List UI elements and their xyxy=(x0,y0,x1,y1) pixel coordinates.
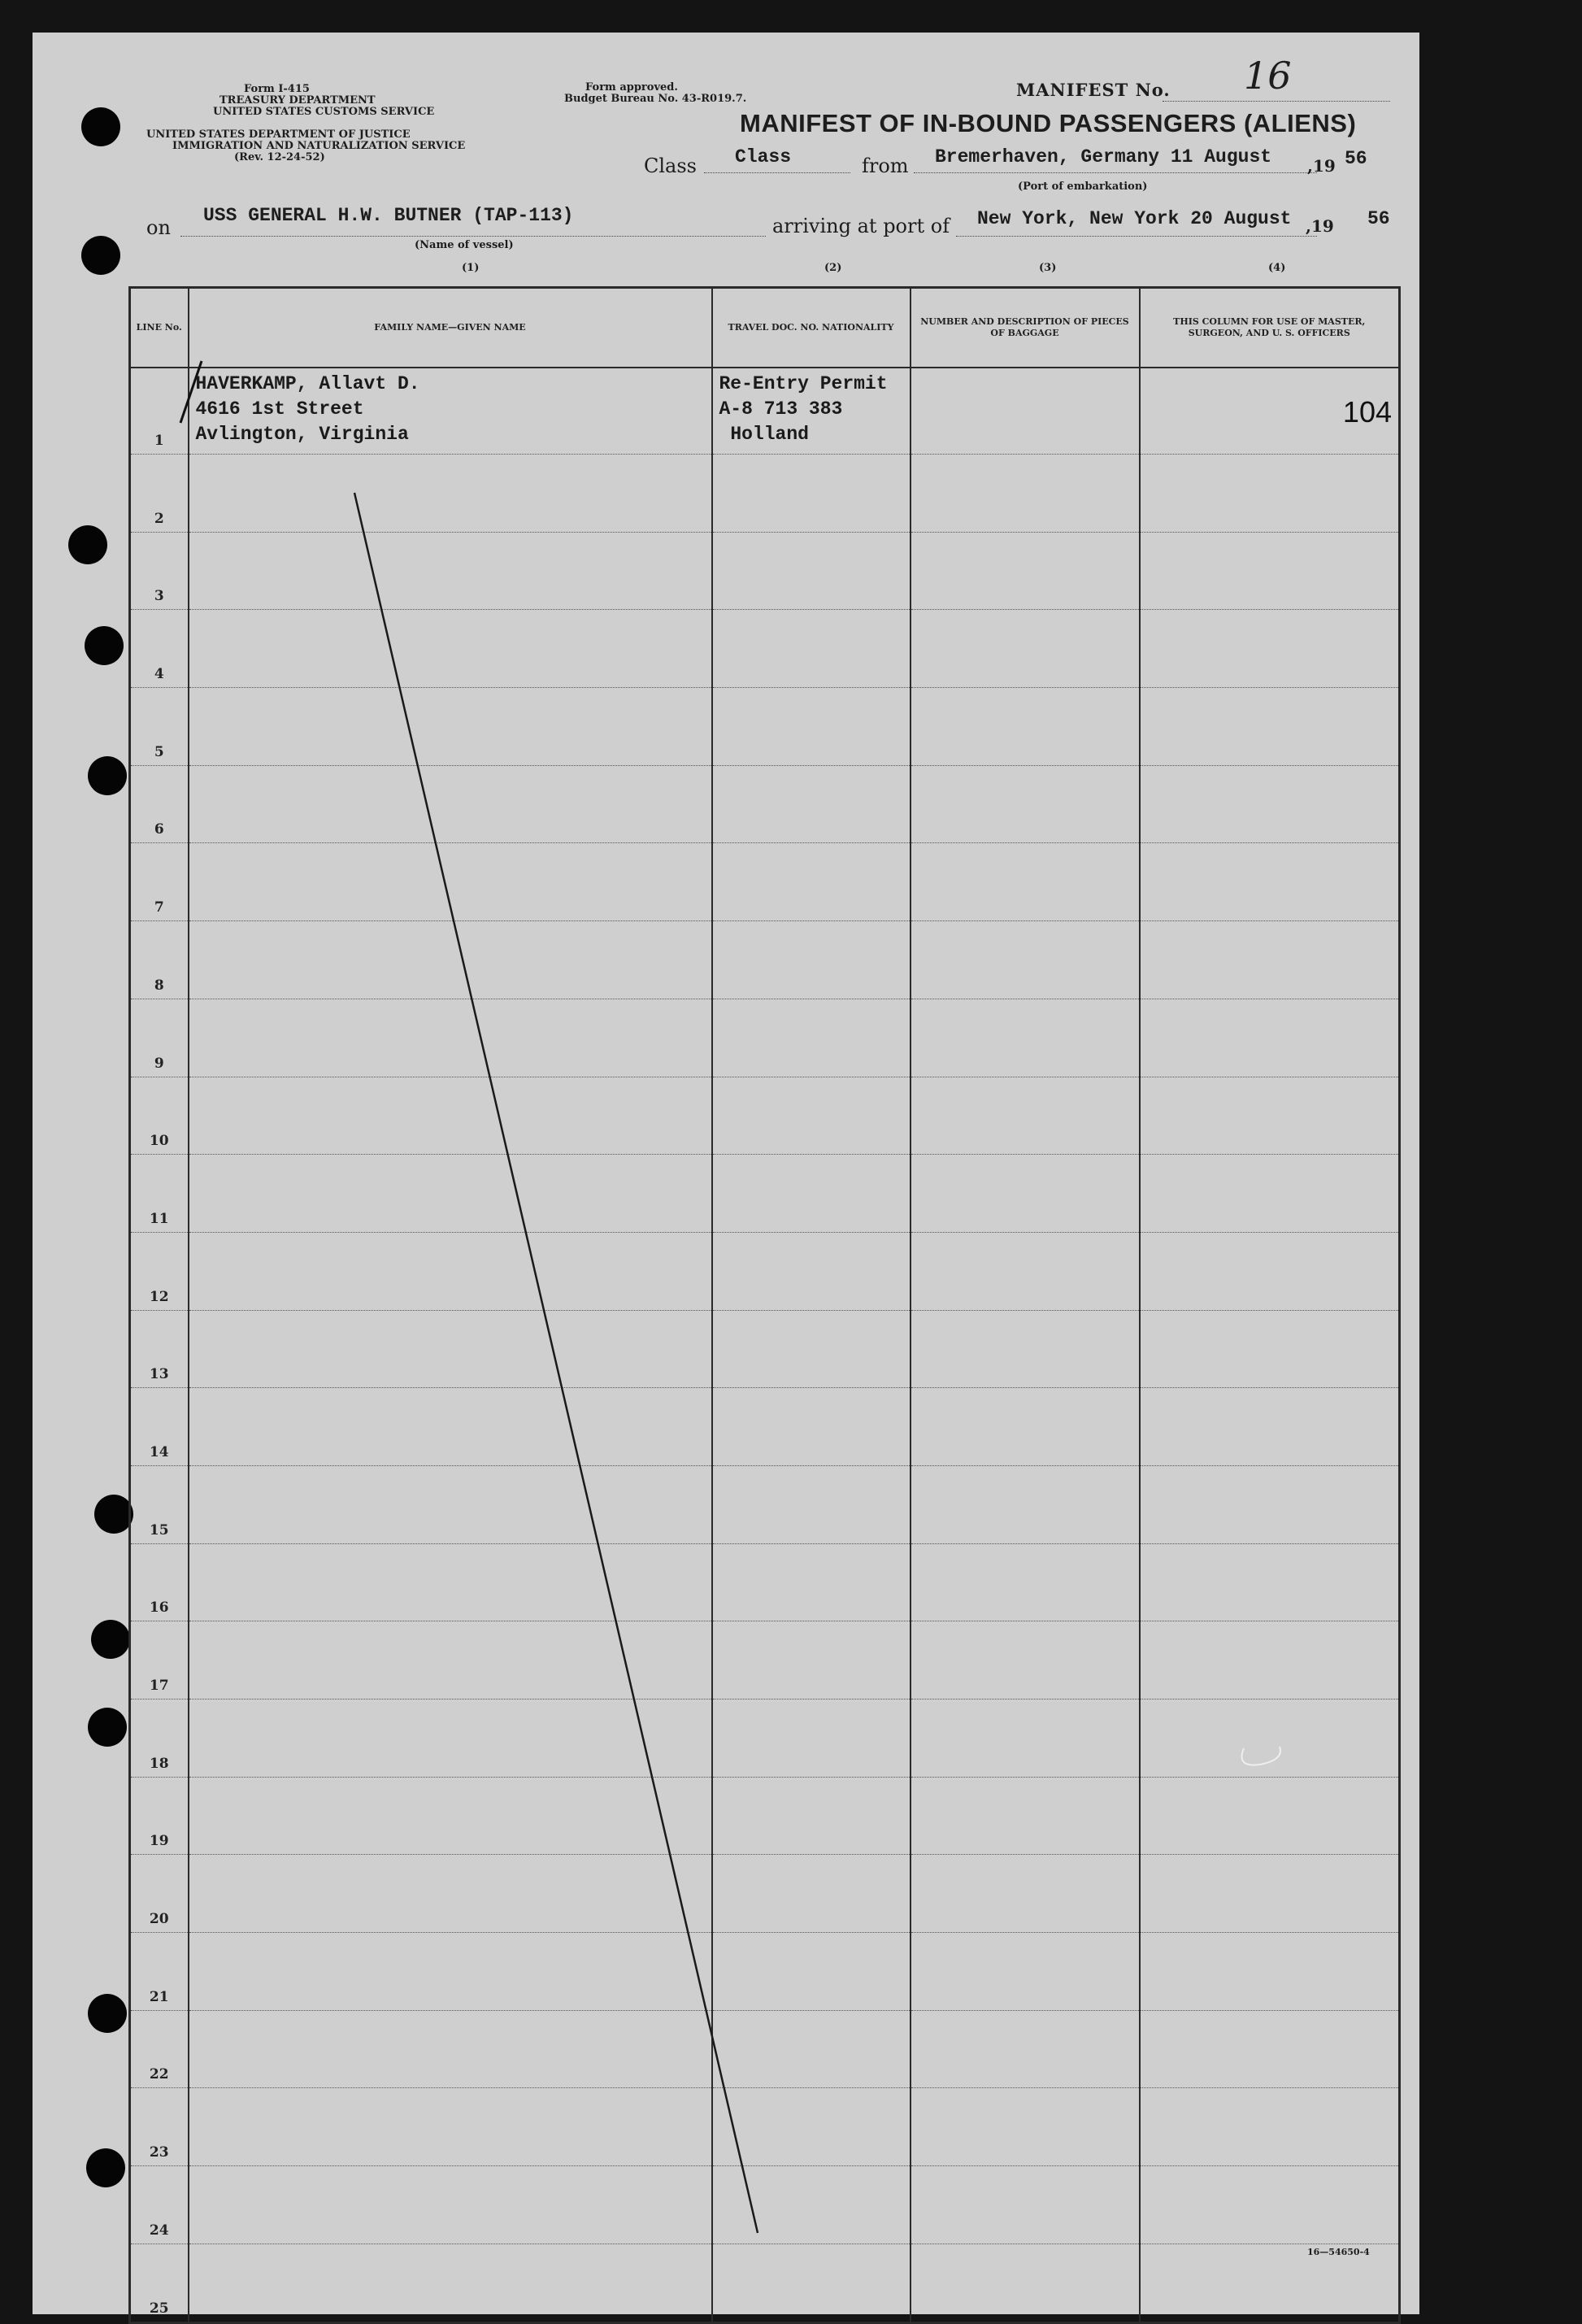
class-label: Class xyxy=(644,154,697,177)
passenger-name: HAVERKAMP, Allavt D. 4616 1st Street Avlington, Virginia xyxy=(195,373,420,445)
line-number-cell: 11 xyxy=(130,1155,189,1233)
arrival-year-prefix: ,19 xyxy=(1306,216,1334,236)
vessel-name: USS GENERAL H.W. BUTNER (TAP-113) xyxy=(203,205,574,226)
line-number-cell: 9 xyxy=(130,999,189,1077)
from-year-prefix: ,19 xyxy=(1307,156,1336,176)
line-number-cell: 2 xyxy=(130,455,189,533)
line-number-cell: 7 xyxy=(130,843,189,921)
form-approved: Form approved. xyxy=(585,81,678,94)
officer-note: 104 xyxy=(1342,395,1392,429)
travel-doc: Re-Entry Permit A-8 713 383 Holland xyxy=(719,373,888,445)
line-number-cell: 17 xyxy=(130,1621,189,1699)
arrival-port: New York, New York 20 August xyxy=(977,208,1292,229)
header-line-no: LINE No. xyxy=(130,288,189,368)
column-number-3: (3) xyxy=(1039,262,1057,274)
manifest-number-label: MANIFEST No. xyxy=(1016,80,1171,100)
manifest-title: MANIFEST OF IN-BOUND PASSENGERS (ALIENS) xyxy=(740,109,1357,137)
line-number-cell: 19 xyxy=(130,1777,189,1855)
on-label: on xyxy=(146,216,171,239)
line-number-cell: 14 xyxy=(130,1388,189,1466)
column-number-2: (2) xyxy=(824,262,842,274)
header-travel-doc: TRAVEL DOC. NO. NATIONALITY xyxy=(712,288,911,368)
budget-bureau: Budget Bureau No. 43-R019.7. xyxy=(564,93,747,105)
column-number-4: (4) xyxy=(1268,262,1286,274)
line-number-cell: 12 xyxy=(130,1232,189,1310)
line-number-cell: 13 xyxy=(130,1310,189,1388)
manifest-number: 16 xyxy=(1244,54,1292,98)
footer-code: 16—54650-4 xyxy=(1307,2247,1370,2257)
form-number: Form I-415 xyxy=(244,83,310,95)
class-value: Class xyxy=(735,146,792,168)
address-line-2: Avlington, Virginia xyxy=(195,424,409,445)
from-label: from xyxy=(862,154,909,177)
line-number-cell: 25 xyxy=(130,2243,189,2322)
line-number-cell: 23 xyxy=(130,2088,189,2166)
line-number-cell: 22 xyxy=(130,2010,189,2088)
line-number-cell: 4 xyxy=(130,610,189,688)
vessel-caption: (Name of vessel) xyxy=(415,239,514,251)
line-number-cell: 3 xyxy=(130,532,189,610)
ins-service: IMMIGRATION AND NATURALIZATION SERVICE xyxy=(172,140,466,152)
from-year: 56 xyxy=(1345,148,1367,169)
justice-dept: UNITED STATES DEPARTMENT OF JUSTICE xyxy=(146,128,411,141)
line-number-cell: 1 xyxy=(130,368,189,455)
from-value: Bremerhaven, Germany 11 August xyxy=(935,146,1272,168)
line-number-cell: 5 xyxy=(130,688,189,766)
line-number-cell: 15 xyxy=(130,1465,189,1543)
arrival-year: 56 xyxy=(1367,208,1390,229)
nationality: Holland xyxy=(730,424,809,445)
permit-number: A-8 713 383 xyxy=(719,398,843,420)
line-number-cell: 24 xyxy=(130,2166,189,2244)
line-number-cell: 21 xyxy=(130,1933,189,2011)
port-caption: (Port of embarkation) xyxy=(1018,181,1148,193)
treasury-dept: TREASURY DEPARTMENT xyxy=(219,94,376,107)
line-number-cell: 6 xyxy=(130,765,189,843)
line-number-cell: 10 xyxy=(130,1077,189,1155)
customs-service: UNITED STATES CUSTOMS SERVICE xyxy=(213,106,435,118)
line-number-cell: 20 xyxy=(130,1855,189,1933)
line-number-cell: 16 xyxy=(130,1543,189,1621)
header-family-name: FAMILY NAME—GIVEN NAME xyxy=(189,288,712,368)
header-baggage: NUMBER AND DESCRIPTION OF PIECES OF BAGGAGE xyxy=(911,288,1140,368)
address-line-1: 4616 1st Street xyxy=(195,398,364,420)
column-number-1: (1) xyxy=(462,262,480,274)
header-officer-use: THIS COLUMN FOR USE OF MASTER, SURGEON, AND U. S. OFFICERS xyxy=(1140,288,1400,368)
line-number-cell: 18 xyxy=(130,1699,189,1778)
revision-date: (Rev. 12-24-52) xyxy=(234,151,325,163)
arriving-label: arriving at port of xyxy=(772,215,950,237)
line-number-cell: 8 xyxy=(130,921,189,999)
